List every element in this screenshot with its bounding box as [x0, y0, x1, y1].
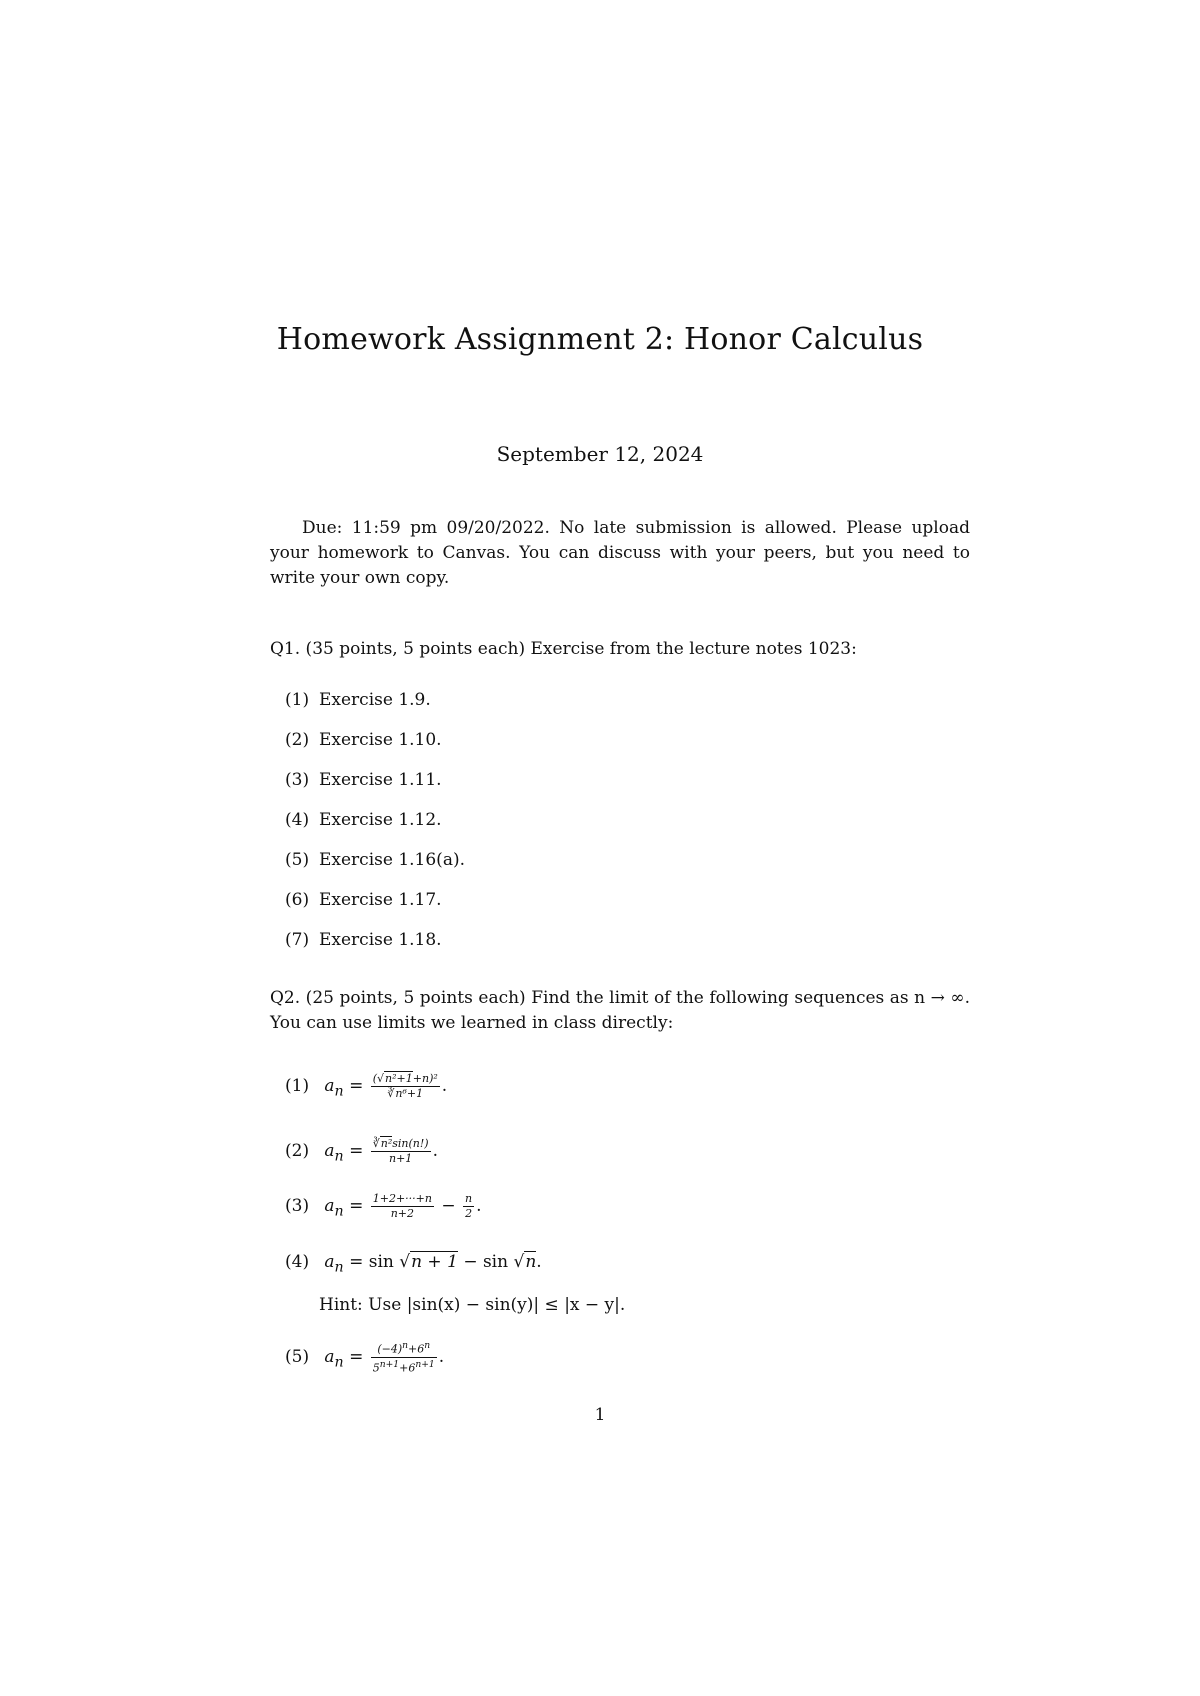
item-number: (6) [285, 890, 310, 910]
item-number: (2) [285, 730, 310, 750]
item-number: (3) [285, 770, 310, 790]
formula: $a_n$ = $\frac{(-4)^n+6^n}{5^{n+1}+6^{n+1}}$ . [324, 1340, 445, 1375]
item-number: (5) [285, 1346, 310, 1367]
document-date: September 12, 2024 [496, 442, 704, 466]
item-number: (1) [285, 1076, 310, 1096]
item-text: Exercise 1.16(a). [319, 850, 465, 870]
q1-item [285, 688, 431, 712]
item-text: Exercise 1.12. [319, 810, 442, 830]
formula: $a_n = \sin √n + 1 - \sin √n$. [324, 1252, 542, 1276]
page-title: Homework Assignment 2: Honor Calculus [276, 322, 924, 357]
q1-item [285, 808, 442, 832]
q1-item [285, 888, 442, 912]
q1-item [285, 848, 465, 872]
q2-item [285, 1073, 447, 1103]
q1-heading: Q1. (35 points, 5 points each) Exercise from the lecture notes 1023: [270, 639, 857, 659]
item-number: (3) [285, 1196, 310, 1216]
q1-item [285, 768, 442, 792]
item-text: Exercise 1.18. [319, 930, 442, 950]
item-text: Exercise 1.10. [319, 730, 442, 750]
q2-item [285, 1250, 542, 1279]
item-text: Exercise 1.9. [319, 690, 431, 710]
item-number: (7) [285, 930, 310, 950]
formula: $a_n$ = $\frac{\text{∛n²sin(n!)}}{n+1}$ . [324, 1137, 438, 1165]
item-number: (1) [285, 690, 310, 710]
q2-item [285, 1193, 482, 1223]
page-number: 1 [594, 1405, 606, 1425]
hint-text: Hint: Use |sin(x) − sin(y)| ≤ |x − y|. [319, 1295, 626, 1315]
formula: $a_n$ = $\frac{\text{(√n²+1+n)²}}{\text{∛n⁶+1}}$ . [324, 1072, 448, 1100]
item-number: (2) [285, 1141, 310, 1161]
item-text: Exercise 1.17. [319, 890, 442, 910]
formula: $a_n$ = $\frac{1+2+\cdot\cdot\cdot+n}{n+2}$ − $\frac{n}{2}$ . [324, 1192, 482, 1220]
item-number: (4) [285, 810, 310, 830]
q2-item [285, 1340, 444, 1374]
item-text: Exercise 1.11. [319, 770, 442, 790]
item-number: (5) [285, 850, 310, 870]
item-number: (4) [285, 1252, 310, 1272]
q2-item [285, 1138, 438, 1168]
q1-item [285, 928, 442, 952]
q2-heading: Q2. (25 points, 5 points each) Find the limit of the following sequences as n → ∞. You can use limits we learned in class directly: [270, 988, 970, 1033]
q1-item [285, 728, 442, 752]
intro-paragraph: Due: 11:59 pm 09/20/2022. No late submission is allowed. Please upload your homework to Canvas. You can discuss with your peers, but you need to write your own copy. [270, 518, 970, 588]
